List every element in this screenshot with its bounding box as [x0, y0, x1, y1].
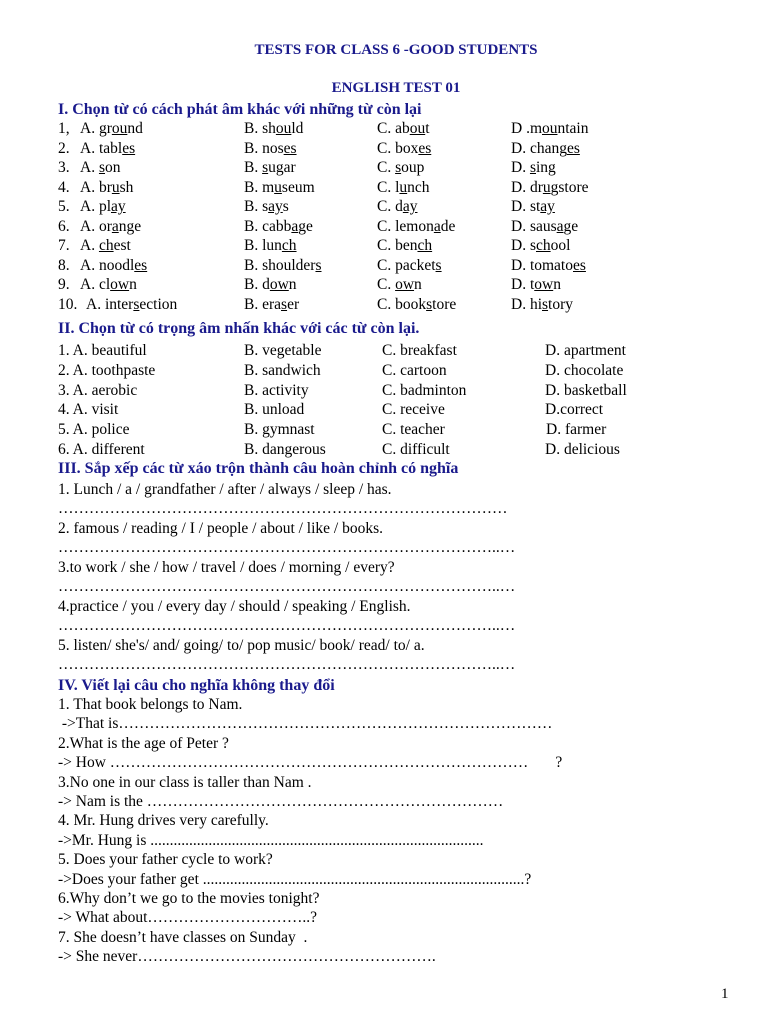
answer-option: 2. A. toothpaste: [58, 361, 156, 379]
option-text: de: [440, 217, 456, 235]
answer-option: D. chocolate: [545, 361, 624, 379]
underlined-sound: es: [573, 256, 586, 274]
underlined-sound: ch: [535, 237, 551, 254]
underlined-sound: ch: [281, 237, 297, 254]
question-number: 5.: [58, 198, 70, 215]
option-text: A.: [80, 237, 99, 254]
answer-option: [244, 120, 303, 138]
question-number: 2.: [58, 139, 70, 157]
reorder-question: 3.to work / she / how / travel / does / morning / every?: [58, 559, 395, 576]
answer-option: [377, 179, 430, 197]
answer-option: [511, 257, 586, 275]
option-text: ge: [298, 217, 313, 235]
option-text: sh: [119, 178, 134, 196]
underlined-sound: ou: [409, 120, 426, 137]
question-row: [0, 257, 768, 276]
underlined-sound: a: [433, 217, 441, 235]
answer-option: D.correct: [545, 401, 604, 419]
rewrite-question: 3.No one in our class is taller than Nam .: [58, 773, 312, 791]
answer-option: C. receive: [382, 401, 445, 419]
question-row: [0, 421, 768, 440]
underlined-sound: ow: [395, 276, 415, 293]
option-text: A. tabl: [80, 139, 123, 157]
question-row: [0, 276, 768, 295]
option-text: er: [287, 295, 300, 313]
option-text: B. lun: [244, 237, 282, 254]
answer-option: D. farmer: [546, 421, 607, 439]
underlined-sound: s: [529, 159, 536, 176]
answer-option: [86, 296, 177, 314]
option-text: A. noodl: [80, 256, 135, 274]
answer-line: ->That is…………………………………………………………………………: [58, 715, 553, 733]
reorder-question: 5. listen/ she's/ and/ going/ to/ pop music/ book/ read/ to/ a.: [58, 637, 425, 654]
answer-option: [80, 218, 141, 236]
answer-option: D. basketball: [545, 381, 627, 399]
question-number: 4.: [58, 178, 70, 196]
option-text: D. hi: [511, 295, 542, 313]
answer-option: [244, 276, 297, 294]
option-text: D .m: [511, 120, 542, 137]
answer-option: [244, 198, 289, 216]
question-number: 1,: [58, 120, 70, 137]
option-text: B. sh: [244, 120, 276, 137]
option-text: tory: [548, 295, 574, 313]
answer-line: -> How ……………………………………………………………………… ?: [58, 754, 563, 772]
underlined-sound: u: [111, 178, 120, 196]
option-text: D. saus: [511, 217, 557, 235]
option-text: C. ab: [377, 120, 410, 137]
option-text: B. cabb: [244, 217, 292, 235]
option-text: C. packet: [377, 256, 436, 274]
option-text: A. br: [80, 178, 112, 196]
answer-option: [80, 198, 126, 216]
reorder-question: 1. Lunch / a / grandfather / after / always / sleep / has.: [58, 481, 392, 498]
test-title: ENGLISH TEST 01: [331, 80, 461, 96]
answer-option: C. difficult: [382, 441, 450, 458]
option-text: n: [288, 276, 297, 293]
underlined-sound: s: [542, 295, 549, 313]
answer-option: [244, 140, 297, 158]
option-text: ld: [291, 120, 304, 137]
option-text: s: [282, 198, 289, 215]
answer-option: B. gymnast: [244, 421, 315, 439]
question-number: 8.: [58, 256, 70, 274]
option-text: B. era: [244, 295, 282, 313]
underlined-sound: ay: [111, 198, 126, 215]
option-text: tore: [432, 295, 457, 313]
answer-option: B. activity: [244, 381, 309, 399]
answer-option: 3. A. aerobic: [58, 381, 138, 399]
answer-option: [80, 257, 147, 275]
answer-option: C. cartoon: [382, 361, 447, 379]
question-row: [0, 237, 768, 256]
underlined-sound: ay: [268, 198, 283, 215]
answer-option: D. apartment: [545, 342, 626, 359]
answer-line: ->Mr. Hung is ......................................................................................: [58, 831, 484, 849]
answer-line: ……………………………………………………………………………: [58, 500, 508, 517]
underlined-sound: ch: [417, 237, 433, 254]
underlined-sound: ch: [98, 237, 114, 254]
answer-option: [511, 140, 580, 158]
underlined-sound: es: [122, 139, 136, 157]
option-text: A. inter: [86, 295, 134, 313]
answer-option: 6. A. different: [58, 441, 145, 458]
answer-option: 4. A. visit: [58, 401, 119, 419]
underlined-sound: es: [418, 139, 432, 157]
option-text: n: [553, 276, 561, 293]
option-text: B. m: [244, 178, 275, 196]
option-text: B. s: [244, 198, 269, 215]
option-text: C. box: [377, 139, 419, 157]
option-text: A. pl: [80, 198, 111, 215]
answer-option: [377, 120, 430, 138]
page-number: 1: [721, 986, 729, 1002]
underlined-sound: u: [399, 178, 408, 196]
question-row: [0, 179, 768, 198]
rewrite-question: 5. Does your father cycle to work?: [58, 851, 273, 869]
answer-option: 5. A. police: [58, 421, 130, 439]
answer-line: -> Nam is the ……………………………………………………………: [58, 793, 504, 810]
rewrite-question: 7. She doesn’t have classes on Sunday .: [58, 928, 308, 946]
option-text: seum: [281, 178, 315, 196]
option-text: A. cl: [80, 276, 111, 293]
question-row: [0, 382, 768, 401]
answer-line: -> What about…………………………..?: [58, 909, 318, 927]
option-text: est: [113, 237, 131, 254]
question-row: [0, 159, 768, 178]
option-text: C. l: [377, 178, 400, 196]
underlined-sound: ou: [542, 120, 558, 137]
answer-option: [244, 159, 296, 177]
section-heading: IV. Viết lại câu cho nghĩa không thay đổi: [58, 677, 335, 694]
underlined-sound: ou: [275, 120, 292, 137]
answer-line: …………………………………………………………………………..…: [58, 617, 516, 634]
page-title: TESTS FOR CLASS 6 -GOOD STUDENTS: [254, 42, 538, 58]
option-text: C. book: [377, 295, 427, 313]
underlined-sound: u: [542, 178, 551, 196]
answer-option: [377, 218, 455, 236]
underlined-sound: es: [566, 139, 580, 157]
underlined-sound: a: [111, 217, 119, 235]
option-text: C. ben: [377, 237, 418, 254]
answer-option: B. unload: [244, 401, 305, 419]
option-text: C.: [377, 159, 396, 176]
rewrite-question: 4. Mr. Hung drives very carefully.: [58, 812, 269, 830]
question-row: [0, 342, 768, 361]
underlined-sound: s: [281, 295, 288, 313]
option-text: C.: [377, 276, 396, 293]
answer-option: [377, 257, 442, 275]
option-text: A.: [80, 159, 99, 176]
question-row: [0, 218, 768, 237]
underlined-sound: ow: [110, 276, 130, 293]
underlined-sound: a: [291, 217, 299, 235]
answer-option: [244, 237, 297, 255]
option-text: ge: [563, 217, 579, 235]
rewrite-question: 2.What is the age of Peter ?: [58, 734, 229, 752]
answer-option: [80, 237, 131, 255]
answer-line: …………………………………………………………………………..…: [58, 539, 516, 556]
question-row: [0, 441, 768, 460]
section-heading: III. Sắp xếp các từ xáo trộn thành câu hoàn chỉnh có nghĩa: [58, 460, 459, 477]
question-number: 6.: [58, 217, 70, 235]
section-heading: II. Chọn từ có trọng âm nhấn khác với các từ còn lại.: [58, 320, 420, 337]
option-text: C. lemon: [377, 217, 434, 235]
question-row: [0, 198, 768, 217]
question-number: 7.: [58, 237, 70, 254]
question-number: 10.: [58, 295, 78, 313]
option-text: n: [129, 276, 137, 293]
underlined-sound: s: [98, 159, 105, 176]
reorder-question: 2. famous / reading / I / people / about / like / books.: [58, 520, 384, 537]
option-text: ing: [536, 159, 556, 176]
option-text: D. tomato: [511, 256, 573, 274]
option-text: A. or: [80, 217, 112, 235]
question-row: [0, 120, 768, 139]
question-row: [0, 401, 768, 420]
answer-option: C. teacher: [382, 421, 445, 439]
option-text: ugar: [268, 159, 296, 176]
answer-option: [80, 159, 121, 177]
answer-line: …………………………………………………………………………..…: [58, 578, 516, 595]
option-text: B. nos: [244, 139, 284, 157]
question-row: [0, 296, 768, 315]
answer-option: [511, 296, 573, 314]
answer-option: [511, 276, 561, 294]
underlined-sound: s: [262, 159, 269, 176]
option-text: n: [414, 276, 422, 293]
option-text: nd: [127, 120, 143, 137]
answer-option: [80, 120, 143, 138]
answer-line: ->Does your father get ...................................................................................?: [58, 870, 532, 888]
underlined-sound: ow: [534, 276, 554, 293]
option-text: C. d: [377, 198, 403, 215]
reorder-question: 4.practice / you / every day / should / speaking / English.: [58, 598, 411, 615]
underlined-sound: s: [435, 256, 442, 274]
option-text: t: [425, 120, 430, 137]
option-text: nch: [407, 178, 430, 196]
answer-option: [377, 237, 432, 255]
option-text: ection: [139, 295, 178, 313]
answer-option: [80, 140, 135, 158]
section-heading: I. Chọn từ có cách phát âm khác với những từ còn lại: [58, 101, 422, 118]
answer-option: [244, 179, 315, 197]
underlined-sound: a: [556, 217, 564, 235]
answer-option: [377, 276, 422, 294]
answer-option: [377, 159, 424, 177]
underlined-sound: es: [283, 139, 297, 157]
answer-option: [377, 296, 456, 314]
underlined-sound: ou: [111, 120, 128, 137]
underlined-sound: s: [133, 295, 140, 313]
answer-option: C. breakfast: [382, 342, 457, 359]
option-text: D. chang: [511, 139, 567, 157]
answer-option: [511, 198, 555, 216]
underlined-sound: u: [274, 178, 282, 196]
question-row: [0, 362, 768, 381]
option-text: A. gr: [80, 120, 112, 137]
answer-option: 1. A. beautiful: [58, 342, 147, 359]
underlined-sound: s: [426, 295, 433, 313]
question-number: 3.: [58, 159, 70, 176]
answer-line: -> She never………………………………………………….: [58, 948, 436, 966]
answer-option: C. badminton: [382, 381, 467, 399]
answer-option: [511, 179, 589, 197]
underlined-sound: ow: [269, 276, 289, 293]
answer-option: [511, 237, 570, 255]
answer-option: [511, 120, 589, 138]
answer-option: B. sandwich: [244, 361, 321, 379]
answer-line: …………………………………………………………………………..…: [58, 656, 516, 673]
underlined-sound: s: [315, 256, 322, 274]
option-text: B. shoulder: [244, 256, 316, 274]
answer-option: [244, 296, 299, 314]
option-text: D. dr: [511, 178, 543, 196]
answer-option: B. vegetable: [244, 342, 322, 359]
answer-option: [377, 198, 417, 216]
option-text: D.: [511, 159, 530, 176]
option-text: B.: [244, 159, 263, 176]
answer-option: [511, 159, 556, 177]
option-text: gstore: [550, 178, 589, 196]
option-text: B. d: [244, 276, 270, 293]
option-text: on: [105, 159, 121, 176]
question-number: 9.: [58, 276, 70, 293]
underlined-sound: ay: [402, 198, 418, 215]
answer-option: [244, 257, 322, 275]
option-text: D. s: [511, 237, 536, 254]
underlined-sound: s: [395, 159, 402, 176]
answer-option: [511, 218, 578, 236]
answer-option: B. dangerous: [244, 441, 326, 458]
option-text: D. t: [511, 276, 535, 293]
underlined-sound: ay: [540, 198, 555, 215]
option-text: D. st: [511, 198, 541, 215]
rewrite-question: 1. That book belongs to Nam.: [58, 696, 243, 713]
option-text: oup: [401, 159, 425, 176]
underlined-sound: es: [134, 256, 148, 274]
rewrite-question: 6.Why don’t we go to the movies tonight?: [58, 890, 320, 907]
option-text: ntain: [557, 120, 589, 137]
answer-option: D. delicious: [545, 441, 620, 458]
question-row: [0, 140, 768, 159]
answer-option: [377, 140, 431, 158]
answer-option: [80, 276, 137, 294]
answer-option: [244, 218, 313, 236]
answer-option: [80, 179, 133, 197]
option-text: nge: [118, 217, 142, 235]
option-text: ool: [550, 237, 571, 254]
